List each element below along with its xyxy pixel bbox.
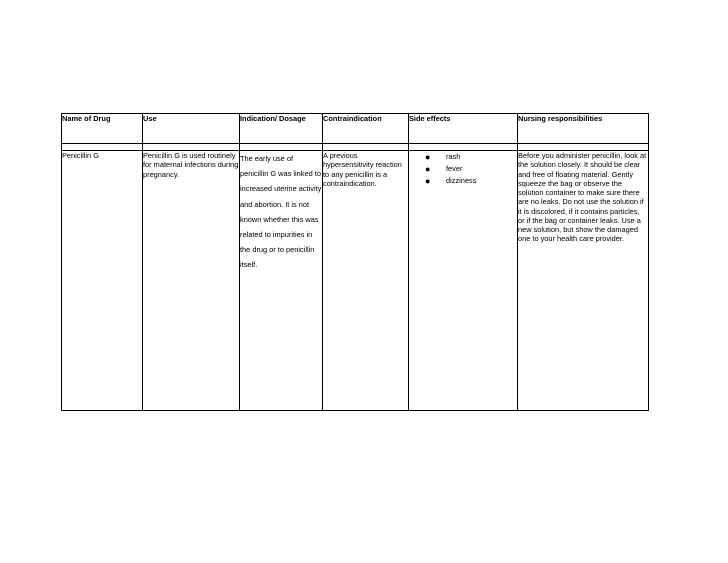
table-header-row xyxy=(62,114,649,144)
list-item xyxy=(409,163,517,175)
header-use: Use xyxy=(143,114,240,144)
cell-side-effects xyxy=(409,151,518,411)
side-effects-list xyxy=(409,151,517,187)
drug-info-table xyxy=(61,113,649,411)
bullet-icon: ● xyxy=(425,176,431,186)
side-effect-label: rash xyxy=(446,152,461,161)
side-effect-label: fever xyxy=(446,164,463,173)
cell-drug-name: Penicillin G xyxy=(62,151,143,411)
spacer-cell xyxy=(409,144,518,151)
header-side-effects: Side effects xyxy=(409,114,518,144)
side-effect-label: dizziness xyxy=(446,176,477,185)
cell-nursing-responsibilities: Before you administer penicillin, look at the solution closely. It should be clear and free of floating material. Gently squeeze the bag or observe the solution container to make sure there are no leaks. Do not use the solution if it is discolored, if it contains particles, or if the bag or container leaks. Use a new solution, but show the damaged one to your health care provider. xyxy=(518,151,649,411)
table-row xyxy=(62,151,649,411)
cell-contraindication: A previous hypersensitivity reaction to any penicillin is a contraindication. xyxy=(323,151,409,411)
spacer-cell xyxy=(518,144,649,151)
spacer-cell xyxy=(240,144,323,151)
spacer-cell xyxy=(323,144,409,151)
header-indication-dosage: Indication/ Dosage xyxy=(240,114,323,144)
cell-use: Penicillin G is used routinely for maternal infections during pregnancy. xyxy=(143,151,240,411)
spacer-cell xyxy=(143,144,240,151)
bullet-icon: ● xyxy=(425,152,431,162)
header-nursing-responsibilities: Nursing responsibilities xyxy=(518,114,649,144)
bullet-icon: ● xyxy=(425,164,431,174)
cell-indication-dosage: The early use of penicillin G was linked to increased uterine activity and abortion. It is not known whether this was related to impurities in the drug or to penicillin itself. xyxy=(240,151,323,411)
list-item xyxy=(409,151,517,163)
spacer-cell xyxy=(62,144,143,151)
list-item xyxy=(409,175,517,187)
header-drug-name: Name of Drug xyxy=(62,114,143,144)
table-spacer-row xyxy=(62,144,649,151)
header-contraindication: Contraindication xyxy=(323,114,409,144)
